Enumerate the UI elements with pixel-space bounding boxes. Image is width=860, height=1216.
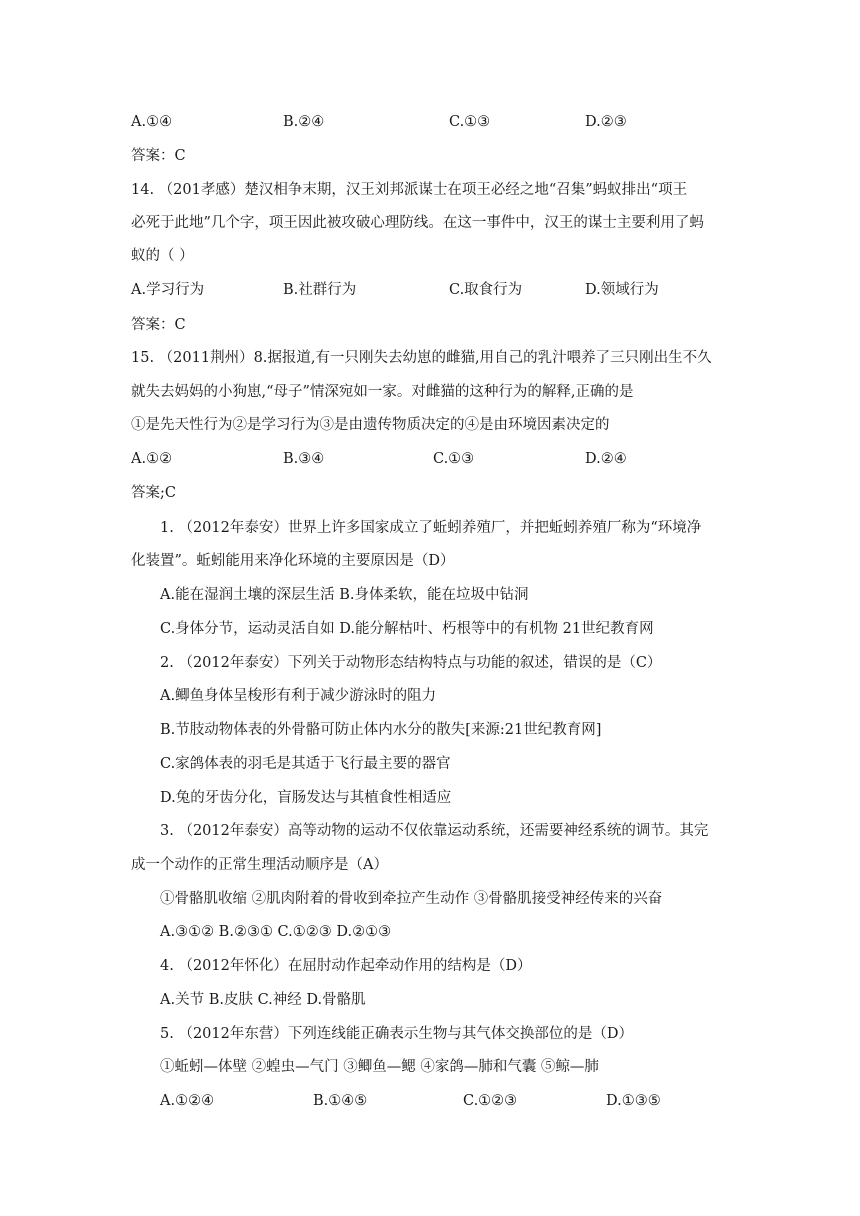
q15-text-1: 15. （2011荆州）8.据报道,有一只刚失去幼崽的雌猫,用自己的乳汁喂养了三只刚出生不久 <box>131 350 712 366</box>
p3-text-1: 3. （2012年泰安）高等动物的运动不仅依靠运动系统，还需要神经系统的调节。其完 <box>160 823 709 839</box>
p5-option-b: B.①④⑤ <box>313 1093 368 1109</box>
p5-option-a: A.①②④ <box>160 1093 215 1109</box>
q15-option-c: C.①③ <box>433 451 475 467</box>
q14-text-3: 蚁的（ ） <box>131 248 194 264</box>
p2-option-b: B.节肢动物体表的外骨骼可防止体内水分的散失[来源:21世纪教育网] <box>160 722 602 738</box>
q14-text-2: 必死于此地”几个字，项王因此被攻破心理防线。在这一事件中，汉王的谋士主要利用了蚂 <box>131 215 704 231</box>
p2-option-d: D.兔的牙齿分化，盲肠发达与其植食性相适应 <box>160 790 452 806</box>
p1-options-cd: C.身体分节，运动灵活自如 D.能分解枯叶、朽根等中的有机物 21世纪教育网 <box>160 621 654 637</box>
p4-text-1: 4. （2012年怀化）在屈肘动作起牵动作用的结构是（D） <box>160 958 532 974</box>
p5-option-d: D.①③⑤ <box>606 1093 661 1109</box>
p5-text-1: 5. （2012年东营）下列连线能正确表示生物与其气体交换部位的是（D） <box>160 1026 633 1042</box>
q15-option-a: A.①② <box>131 451 173 467</box>
q13-option-c: C.①③ <box>449 114 491 130</box>
q15-option-b: B.③④ <box>283 451 325 467</box>
p5-option-c: C.①②③ <box>463 1093 518 1109</box>
p1-options-ab: A.能在湿润土壤的深层生活 B.身体柔软，能在垃圾中钻洞 <box>160 587 529 603</box>
p2-text-1: 2. （2012年泰安）下列关于动物形态结构特点与功能的叙述，错误的是（C） <box>160 655 662 671</box>
p5-text-2: ①蚯蚓—体壁 ②蝗虫—气门 ③鲫鱼—鳃 ④家鸽—肺和气囊 ⑤鲸—肺 <box>160 1059 599 1075</box>
q15-text-3: ①是先天性行为②是学习行为③是由遗传物质决定的④是由环境因素决定的 <box>131 417 610 433</box>
p1-text-2: 化装置”。蚯蚓能用来净化环境的主要原因是（D） <box>131 553 455 569</box>
q15-answer: 答案;C <box>131 485 176 501</box>
q15-option-d: D.②④ <box>585 451 627 467</box>
q13-answer: 答案：C <box>131 148 186 164</box>
q13-option-d: D.②③ <box>585 114 627 130</box>
q14-option-c: C.取食行为 <box>449 282 523 298</box>
p1-text-1: 1. （2012年泰安）世界上许多国家成立了蚯蚓养殖厂，并把蚯蚓养殖厂称为“环境净 <box>160 520 702 536</box>
p3-options: A.③①② B.②③① C.①②③ D.②①③ <box>160 924 392 940</box>
q14-option-d: D.领域行为 <box>585 282 659 298</box>
p2-option-c: C.家鸽体表的羽毛是其适于飞行最主要的器官 <box>160 756 451 772</box>
q13-option-b: B.②④ <box>283 114 325 130</box>
q14-text-1: 14. （201孝感）楚汉相争末期，汉王刘邦派谋士在项王必经之地“召集”蚂蚁排出“项王 <box>131 182 688 198</box>
p4-options: A.关节 B.皮肤 C.神经 D.骨骼肌 <box>160 992 366 1008</box>
q14-answer: 答案：C <box>131 317 186 333</box>
p3-text-3: ①骨骼肌收缩 ②肌肉附着的骨收到牵拉产生动作 ③骨骼肌接受神经传来的兴奋 <box>160 891 663 907</box>
q14-option-a: A.学习行为 <box>131 282 205 298</box>
p3-text-2: 成一个动作的正常生理活动顺序是（A） <box>131 857 388 873</box>
q15-text-2: 就失去妈妈的小狗崽,“母子”情深宛如一家。对雌猫的这种行为的解释,正确的是 <box>131 384 634 400</box>
q14-option-b: B.社群行为 <box>283 282 357 298</box>
p2-option-a: A.鲫鱼身体呈梭形有利于减少游泳时的阻力 <box>160 688 437 704</box>
q13-option-a: A.①④ <box>131 114 173 130</box>
